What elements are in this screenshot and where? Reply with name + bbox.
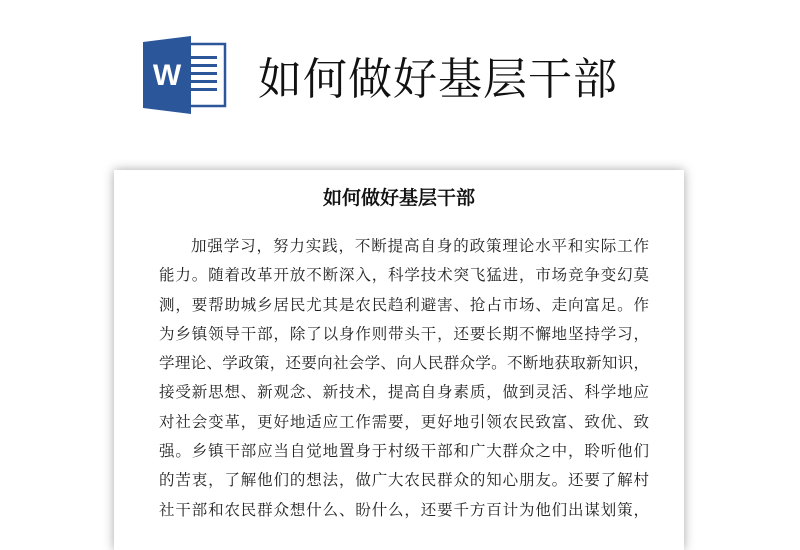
body-line: 接受新思想、新观念、新技术，提高自身素质，做到灵活、科学地应 [159, 383, 649, 402]
body-line: 能力。随着改革开放不断深入，科学技术突飞猛进，市场竞争变幻莫 [159, 266, 649, 285]
body-line: 强。乡镇干部应当自觉地置身于村级干部和广大群众之中，聆听他们 [159, 442, 649, 461]
body-line: 测，要帮助城乡居民尤其是农民趋利避害、抢占市场、走向富足。作 [159, 295, 649, 314]
body-line: 加强学习，努力实践，不断提高自身的政策理论水平和实际工作 [191, 237, 649, 255]
document-page [114, 170, 684, 550]
word-icon-letter: W [152, 59, 182, 92]
document-body [159, 232, 649, 525]
banner-title: 如何做好基层干部 [258, 54, 618, 105]
body-line: 学理论、学政策，还要向社会学、向人民群众学。不断地获取新知识， [159, 354, 649, 373]
banner [0, 0, 800, 160]
word-document-icon [143, 36, 227, 114]
body-line: 的苦衷，了解他们的想法，做广大农民群众的知心朋友。还要了解村 [159, 471, 649, 490]
body-line: 对社会变革，更好地适应工作需要，更好地引领农民致富、致优、致 [159, 412, 649, 431]
body-line: 为乡镇领导干部，除了以身作则带头干，还要长期不懈地坚持学习， [159, 324, 649, 343]
document-title: 如何做好基层干部 [322, 187, 475, 209]
body-line: 社干部和农民群众想什么、盼什么，还要千方百计为他们出谋划策， [159, 500, 649, 519]
